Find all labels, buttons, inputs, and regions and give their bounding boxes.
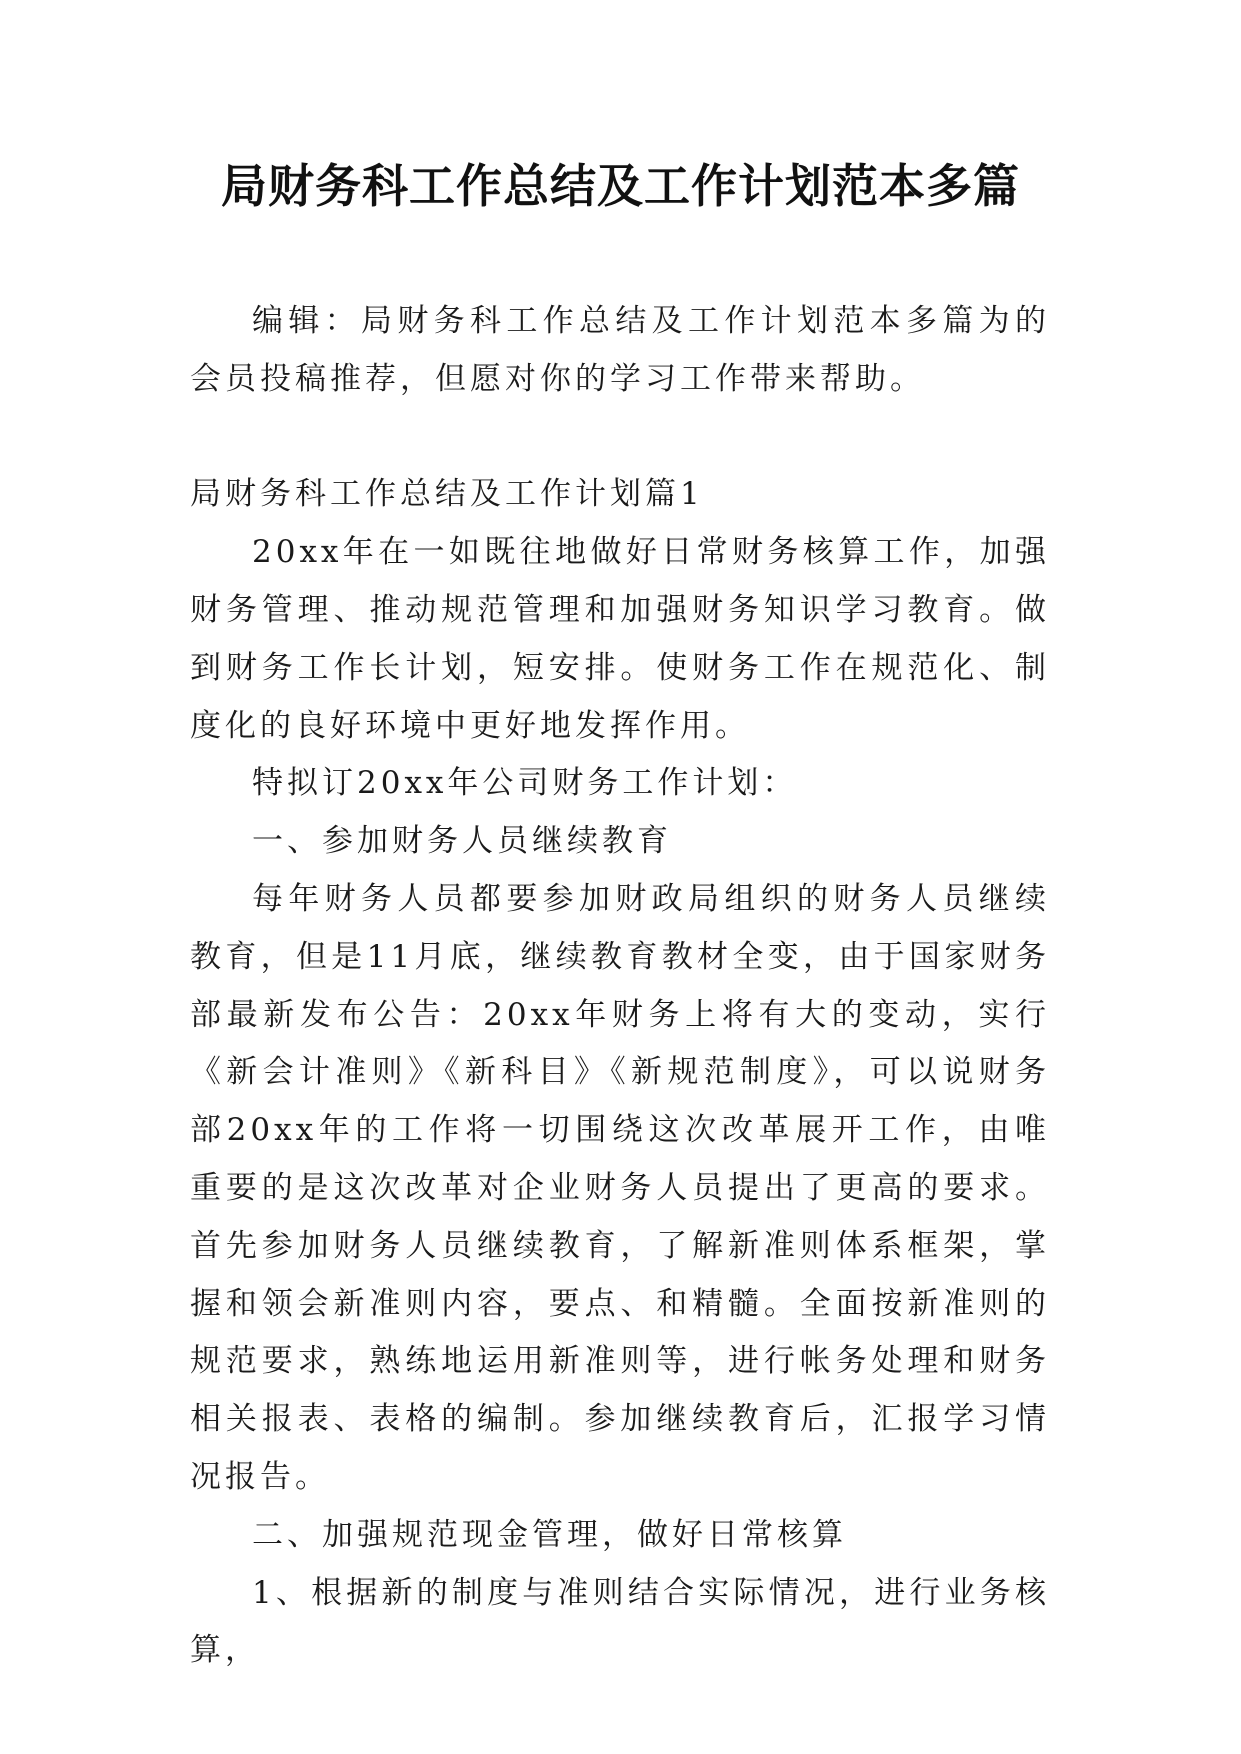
document-body bbox=[190, 293, 1050, 1680]
section-heading: 局财务科工作总结及工作计划篇1 bbox=[190, 476, 704, 513]
subheading-paragraph: 一、参加财务人员继续教育 bbox=[252, 823, 672, 860]
subheading-paragraph: 二、加强规范现金管理，做好日常核算 bbox=[252, 1516, 847, 1553]
body-paragraph: 每年财务人员都要参加财政局组织的财务人员继续教育，但是11月底，继续教育教材全变，由于国家财务部最新发布公告：20xx年财务上将有大的变动，实行《新会计准则》《新科目》《新规范制度》，可以说财务部20xx年的工作将一切围绕这次改革展开工作，由唯重要的是这次改革对企业财务人员提出了更高的要求。首先参加财务人员继续教育，了解新准则体系框架，掌握和领会新准则内容，要点、和精髓。全面按新准则的规范要求，熟练地运用新准则等，进行帐务处理和财务相关报表、表格的编制。参加继续教育后，汇报学习情况报告。 bbox=[190, 880, 1050, 1495]
document-title: 局财务科工作总结及工作计划范本多篇 bbox=[221, 159, 1020, 213]
body-paragraph: 20xx年在一如既往地做好日常财务核算工作，加强财务管理、推动规范管理和加强财务知识学习教育。做到财务工作长计划，短安排。使财务工作在规范化、制度化的良好环境中更好地发挥作用。 bbox=[190, 534, 1050, 744]
body-paragraph: 1、根据新的制度与准则结合实际情况，进行业务核算， bbox=[190, 1574, 1050, 1669]
body-paragraph: 特拟订20xx年公司财务工作计划： bbox=[252, 765, 798, 802]
editor-note-paragraph: 编辑：局财务科工作总结及工作计划范本多篇为的会员投稿推荐，但愿对你的学习工作带来帮助。 bbox=[190, 303, 1050, 397]
paragraph-gap bbox=[190, 409, 1050, 467]
